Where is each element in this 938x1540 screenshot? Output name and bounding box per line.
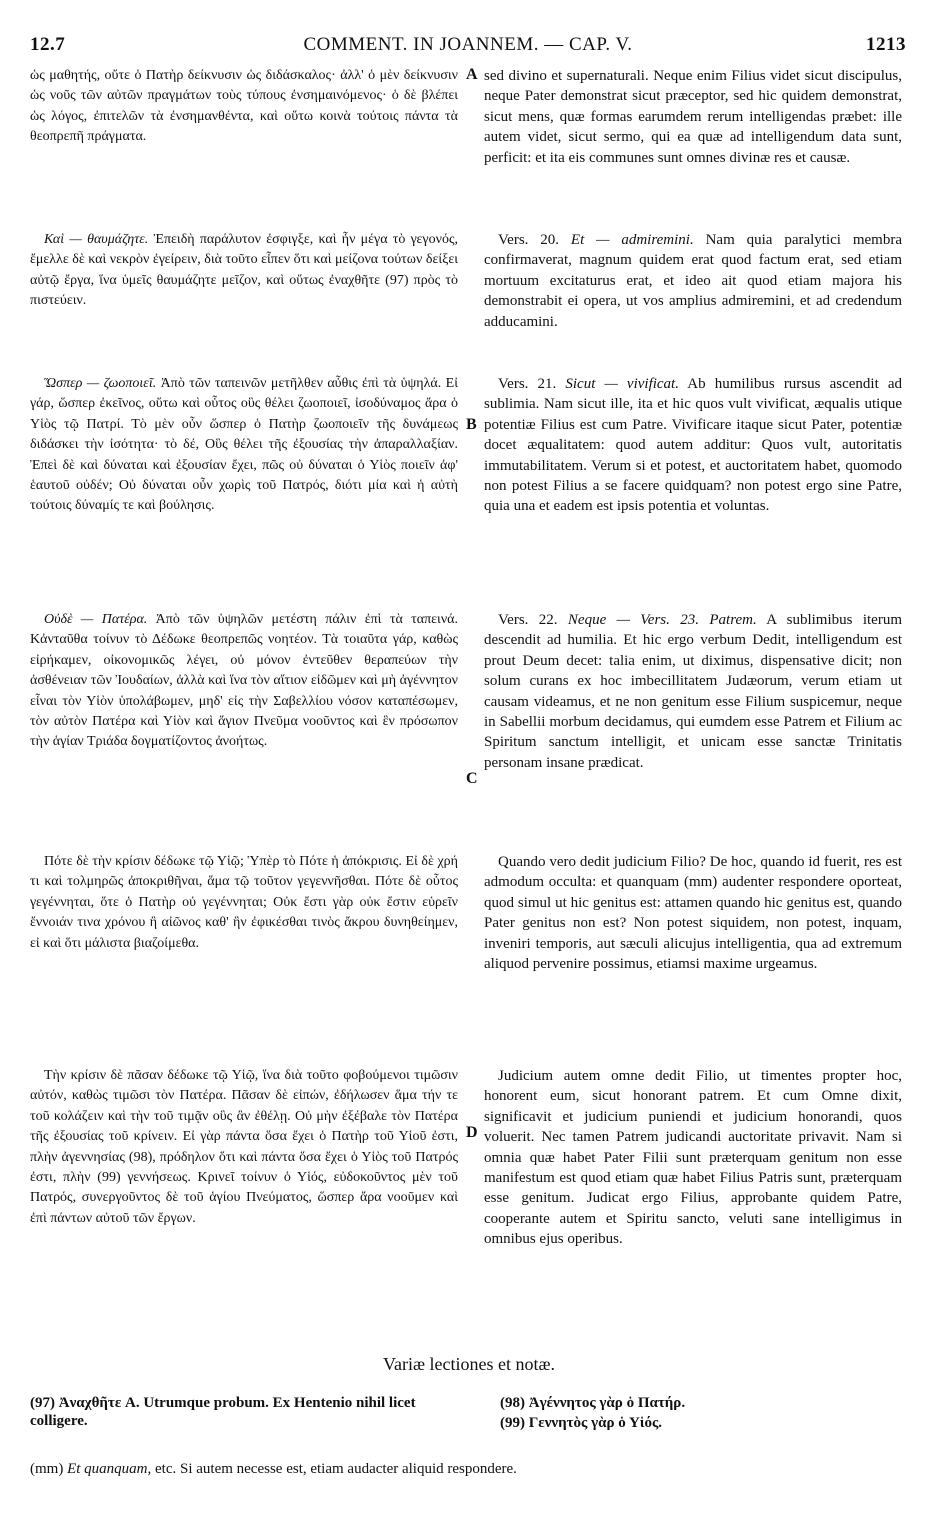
- greek-lemma-3: Ὥσπερ — ζωοποιεῖ.: [44, 376, 157, 391]
- notes-title: Variæ lectiones et notæ.: [383, 1354, 555, 1374]
- greek-paragraph-2: [30, 230, 458, 312]
- latin-verse-3: Vers. 21.: [498, 376, 566, 392]
- latin-lemma-3: Sicut — vivificat.: [565, 376, 679, 392]
- greek-paragraph-6: Τὴν κρίσιν δὲ πᾶσαν δέδωκε τῷ Υἱῷ, ἵνα διὰ τοῦτο φοβούμενοι τιμῶσιν αὐτόν, καθὼς τιμῶσι τὸν Πατέρα. Πᾶσαν δὲ εἰπών, ἐδήλωσεν ἅμα τήν τε τοῦ κολάζειν καὶ τὴν τοῦ τιμᾷν οὓς ἂν ἐθέλῃ. Οὐ μὴν ἐξέβαλε τὸν Πατέρα τῆς ἐξουσίας τοῦ κρίνειν. Εἰ γὰρ πάντα ὅσα ἔχει ὁ Πατὴρ τοῦ Υἱοῦ ἐστι, πλὴν ἀγεννησίας (98), πρόδηλον ὅτι καὶ πάντα ὅσα ἔχει ὁ Υἱὸς τοῦ Πατρός ἐστι, πλὴν (99) γεννήσεως. Κρινεῖ τοίνυν ὁ Υἱός, εὐδοκοῦντος μὲν τοῦ Πατρός, συνεργοῦντος δὲ τοῦ ἁγίου Πνεύματος, ὥσπερ ἄρα νοοῦμεν καὶ ἐπὶ πάντων αὐτοῦ τῶν ἔργων.: [30, 1068, 458, 1226]
- latin-paragraph-2-block: [484, 230, 902, 332]
- greek-lemma-4: Οὐδὲ — Πατέρα.: [44, 612, 148, 627]
- latin-paragraph-6: Judicium autem omne dedit Filio, ut timentes propter hoc, honorent eum, sicut honorant patrem. Et cum Omne dixit, significavit et judicium puniendi et judicium honorandi, quos voluerit. Nec tamen Patrem judicandi auctoritate privavit. Nam si omnia quæ habet Pater Filii sunt præterquam genitum non esse manifestum est quod etiam quæ habet Filius Patris sunt, præterquam esse genitum. Judicat ergo Filius, approbante quidem Patre, cooperante autem et Spiritu sancto, veluti sane intelligimus in omnibus ejus operibus.: [484, 1068, 902, 1248]
- greek-paragraph-3: [30, 374, 458, 517]
- latin-verse-2: Vers. 20.: [498, 232, 571, 248]
- latin-paragraph-5: Quando vero dedit judicium Filio? De hoc, quando id fuerit, res est admodum occulta: et quanquam (mm) audenter respondere oporteat, quod simul ut hic genitus est: attamen quando hic genitus est, quando Pater genitus non est? Non potest siquidem, non potest, inquam, inveniri temporis, aut sæculi alicujus intelligentia, qua ad extremum aliquod pervenire possimus, etiamsi maxime urgeamus.: [484, 854, 902, 973]
- note-mm: [30, 1460, 910, 1478]
- running-header: [30, 34, 906, 60]
- note-mm-lemma: Et quanquam,: [67, 1461, 152, 1477]
- greek-paragraph-3-block: [30, 374, 458, 517]
- marker-a: A: [466, 66, 478, 83]
- latin-paragraph-1: sed divino et supernaturali. Neque enim Filius videt sicut discipulus, neque Pater demonstrat sicut præceptor, sed hic quidem demonstrat, sicut mens, quæ formas earumdem rerum intelligendas præbet: ille autem videt, sicut sermo, qui ea quæ ad intelligendum data sunt, perficit: et ita eis communes sunt omnes divinæ res et causæ.: [484, 68, 902, 166]
- page-number-left: 12.7: [30, 34, 66, 55]
- greek-paragraph-2-block: [30, 230, 458, 312]
- greek-text-3: Ἀπὸ τῶν ταπεινῶν μετῆλθεν αὖθις ἐπὶ τὰ ὑψηλά. Εἰ γάρ, ὥσπερ ἐκεῖνος, οὕτω καὶ οὗτος οὓς θέλει ζωοποιεῖ, ἰσοδύναμος ἄρα ὁ Υἱὸς τῷ Πατρί. Τὸ μὲν οὖν ὥσπερ ὁ Πατὴρ ζωοποιεῖν τῆς δυνάμεως διδάσκει τὴν ἰσότητα· τὸ δέ, Οὓς θέλει τῆς ἐξουσίας τὴν ἀπαραλλαξίαν. Ἐπεὶ δὲ καὶ δύναται καὶ ἐξουσίαν ἔχει, πῶς οὐ δύναται ὁ Υἱὸς ποιεῖν ἀφ' ἑαυτοῦ οὐδέν; Οὐ δύναται οὖν χωρὶς τοῦ Πατρός, διότι μία καὶ ἡ αὐτὴ τούτοις δύναμίς τε καὶ βούλησις.: [30, 376, 458, 514]
- latin-text-4: A sublimibus iterum descendit ad humilia. Et hic ergo verbum Dedit, intelligendum est prout Deum decet: talia enim, ut diximus, dispensative dicit; non solum curans ex hoc imbecillitatem Judæorum, verum etiam ut causam videamus, et ne non genitum esse Filium suspicemur, neque in Sabellii morbum decidamus, qui eumdem esse Patrem et Filium ac Spiritum sanctum intelligit, et unicam esse sanctæ Trinitatis personam insane prædicat.: [484, 612, 902, 771]
- latin-lemma-2: Et — admiremini.: [570, 232, 694, 248]
- greek-column: [30, 66, 458, 148]
- latin-paragraph-2: [484, 230, 902, 332]
- greek-paragraph-6-block: [30, 1066, 458, 1229]
- latin-text-3: Ab humilibus rursus ascendit ad sublimia. Nam sicut ille, ita et hic quos vult vivificat, æqualis utique potentiæ Filius est cum Patre. Vivificare itaque sicut Pater, potentiæ docet æqualitatem: quod autem additur: Quos vult, autoritatis immutabilitatem. Verum si et potest, et auctoritatem habet, quomodo non potest Filius a se facere quidquam? non potest ergo sine Patre, quia una et eadem est ipsis potentia et voluntas.: [484, 376, 902, 515]
- note-mm-text: etc. Si autem necesse est, etiam audacter aliquid respondere.: [151, 1461, 517, 1477]
- latin-paragraph-6-block: [484, 1066, 902, 1250]
- greek-lemma-2: Καὶ — θαυμάζητε.: [44, 232, 149, 247]
- marker-b: B: [466, 416, 477, 433]
- note-97-text: (97) Ἀναχθῆτε A. Utrumque probum. Ex Hentenio nihil licet colligere.: [30, 1395, 416, 1429]
- note-99-text: (99) Γεννητὸς γὰρ ὁ Υἱός.: [500, 1415, 663, 1431]
- latin-column: [484, 66, 902, 168]
- running-title: COMMENT. IN JOANNEM. — CAP. V.: [303, 34, 633, 55]
- note-99: [500, 1414, 900, 1432]
- greek-paragraph-4: [30, 610, 458, 753]
- greek-paragraph-1: ὡς μαθητής, οὔτε ὁ Πατὴρ δείκνυσιν ὡς διδάσκαλος· ἀλλ' ὁ μὲν δείκνυσιν ὡς νοῦς τῶν αὐτῶν πραγμάτων τοὺς τύπους ἐνσημαινόμενος· ὁ δὲ βλέπει ὡς λόγος, ἐπιτελῶν τὰ ἐνσημανθέντα, καὶ οὕτω κοινὰ τούτοις πάντα τὰ θεοπρεπῆ πράγματα.: [30, 68, 458, 145]
- page-number-right: 1213: [866, 34, 906, 55]
- greek-text-2: Ἐπειδὴ παράλυτον ἐσφιγξε, καὶ ἦν μέγα τὸ γεγονός, ἔμελλε δὲ καὶ νεκρὸν ἐγείρειν, διὰ τοῦτο εἶπεν ὅτι καὶ μείζονα τούτων δείξει αὐτῷ ἔργα, ἵνα ὑμεῖς θαυμάζητε μεῖζον, καὶ οὕτως ἐναχθῆτε (97) πρὸς τὸ πιστεύειν.: [30, 232, 458, 309]
- latin-verse-4: Vers. 22.: [498, 612, 568, 628]
- latin-paragraph-3: [484, 374, 902, 517]
- greek-paragraph-4-block: [30, 610, 458, 753]
- note-98-text: (98) Ἀγέννητος γὰρ ὁ Πατήρ.: [500, 1395, 686, 1411]
- greek-paragraph-5: Πότε δὲ τὴν κρίσιν δέδωκε τῷ Υἱῷ; Ὑπὲρ τὸ Πότε ἡ ἀπόκρισις. Εἰ δὲ χρή τι καὶ τολμηρῶς ἀποκριθῆναι, ἅμα τῷ τοῦτον γεγεννῆσθαι. Πότε δὲ οὗτος γεγέννηται, ὅτε ὁ Πατὴρ οὐ γεγέννηται; Οὐκ ἔστι γὰρ οὐκ ἔστιν εὑρεῖν ἔννοιάν τινα χρόνου ἢ αἰῶνος καθ' ἣν ἐφικέσθαι τινὸς ἄκρου δυνηθείημεν, εἰ καὶ ὅτι μάλιστα βιαζοίμεθα.: [30, 854, 458, 951]
- note-98: [500, 1394, 900, 1412]
- latin-paragraph-5-block: [484, 852, 902, 974]
- note-mm-label: (mm): [30, 1461, 68, 1477]
- marker-d: D: [466, 1124, 478, 1141]
- marker-c: C: [466, 770, 478, 787]
- latin-paragraph-4-block: [484, 610, 902, 773]
- note-97: [30, 1394, 460, 1430]
- greek-paragraph-5-block: [30, 852, 458, 954]
- latin-text-2: Nam quia paralytici membra confirmaverat, magnum quidem erat quod factum erat, sed etiam mortuum excitaturus erat, et ideo ait quod etiam majora his demonstrabit ei opera, ut vos amplius admiremini, et ad credendum adducamini.: [484, 232, 902, 330]
- latin-paragraph-4: [484, 610, 902, 773]
- latin-lemma-4: Neque — Vers. 23. Patrem.: [567, 612, 757, 628]
- latin-paragraph-3-block: [484, 374, 902, 517]
- greek-text-4: Ἀπὸ τῶν ὑψηλῶν μετέστη πάλιν ἐπὶ τὰ ταπεινά. Κἀνταῦθα τοίνυν τὸ Δέδωκε θεοπρεπῶς νοητέον. Τὰ τοιαῦτα γάρ, καθὼς εἰρήκαμεν, οἰκονομικῶς λέγει, οὐ μόνον ἐντεῦθεν θεραπεύων τὴν ἀσθένειαν τῶν Ἰουδαίων, ἀλλὰ καὶ ἵνα τὸν αἴτιον εἰδῶμεν καὶ μὴ ἀγέννητον εἶναι τὸν Υἱὸν ὑπολάβωμεν, μηδ' εἰς τὴν Σαβελλίου νόσον καταπέσωμεν, τὸν αὐτὸν Πατέρα καὶ Υἱὸν καὶ ἅγιον Πνεῦμα νοοῦντος καὶ ἓν πρόσωπον τὴν ἁγίαν Τριάδα δογματίζοντος ἀνοήτως.: [30, 612, 458, 750]
